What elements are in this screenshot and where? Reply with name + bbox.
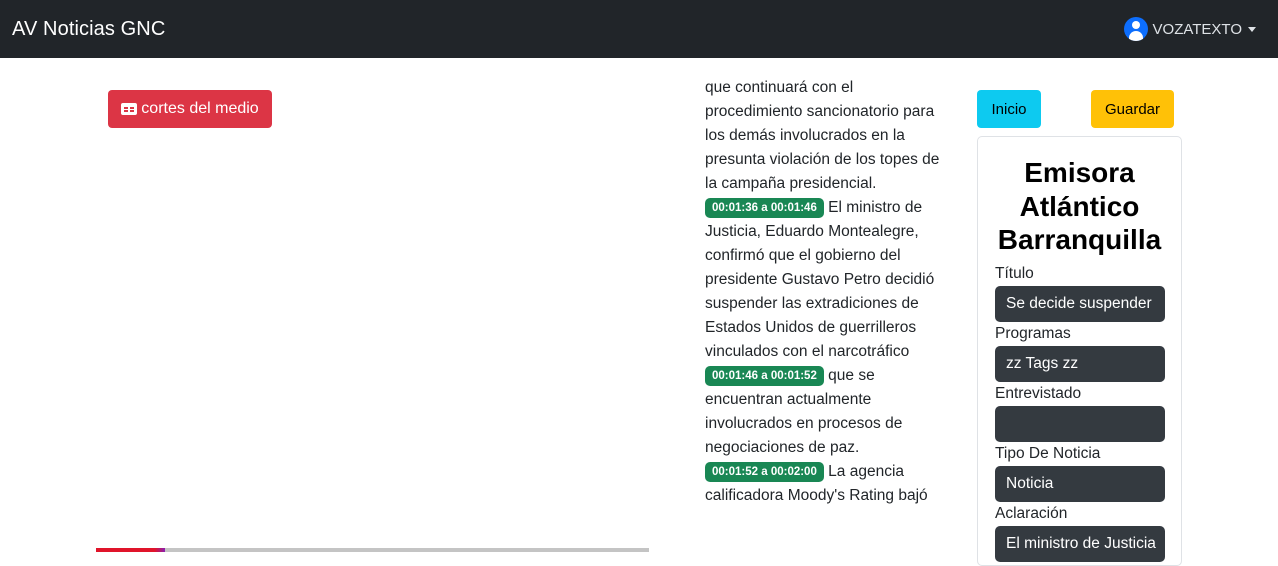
tipo-de-noticia-label: Tipo De Noticia bbox=[995, 445, 1101, 462]
programas-label: Programas bbox=[995, 325, 1071, 342]
programas-input[interactable]: zz Tags zz bbox=[995, 346, 1165, 382]
brand-title[interactable]: AV Noticias GNC bbox=[12, 17, 166, 40]
transcript-text: que continuará con el procedimiento sancionatorio para los demás involucrados en la presunta violación de los topes de la campaña presidencial. bbox=[705, 79, 940, 192]
timestamp-badge[interactable]: 00:01:46 a 00:01:52 bbox=[705, 366, 824, 386]
cortes-del-medio-button[interactable] bbox=[108, 90, 272, 128]
guardar-button[interactable]: Guardar bbox=[1091, 90, 1174, 128]
video-progress-bar[interactable] bbox=[96, 548, 649, 552]
transcript-text: La agencia calificadora Moody's Rating bajó bbox=[705, 463, 928, 504]
transcript-panel bbox=[705, 76, 940, 508]
station-title: Emisora Atlántico Barranquilla bbox=[997, 157, 1162, 255]
aclaracion-input[interactable]: El ministro de Justicia bbox=[995, 526, 1165, 562]
tipo-de-noticia-input[interactable]: Noticia bbox=[995, 466, 1165, 502]
cortes-button-label: cortes del medio bbox=[141, 100, 259, 117]
user-name: VOZATEXTO bbox=[1152, 20, 1242, 38]
timestamp-badge[interactable]: 00:01:52 a 00:02:00 bbox=[705, 462, 824, 482]
entrevistado-input[interactable] bbox=[995, 406, 1165, 442]
titulo-label: Título bbox=[995, 265, 1034, 282]
video-progress-fill bbox=[96, 548, 165, 552]
transcript-text: que se encuentran actualmente involucrados en procesos de negociaciones de paz. bbox=[705, 367, 903, 456]
closed-captions-icon bbox=[121, 103, 137, 115]
user-menu-dropdown[interactable] bbox=[1124, 17, 1256, 41]
caret-down-icon bbox=[1248, 27, 1256, 32]
transcript-text: El ministro de Justicia, Eduardo Montealegre, confirmó que el gobierno del presidente Gustavo Petro decidió suspender las extradiciones de Estados Unidos de guerrilleros vinculados con el narcotráfico bbox=[705, 199, 935, 360]
titulo-input[interactable]: Se decide suspender bbox=[995, 286, 1165, 322]
news-form-card bbox=[977, 136, 1182, 566]
top-navbar bbox=[0, 0, 1278, 58]
entrevistado-label: Entrevistado bbox=[995, 385, 1082, 402]
timestamp-badge[interactable]: 00:01:36 a 00:01:46 bbox=[705, 198, 824, 218]
aclaracion-label: Aclaración bbox=[995, 505, 1068, 522]
person-circle-icon bbox=[1124, 17, 1148, 41]
inicio-button[interactable]: Inicio bbox=[977, 90, 1041, 128]
